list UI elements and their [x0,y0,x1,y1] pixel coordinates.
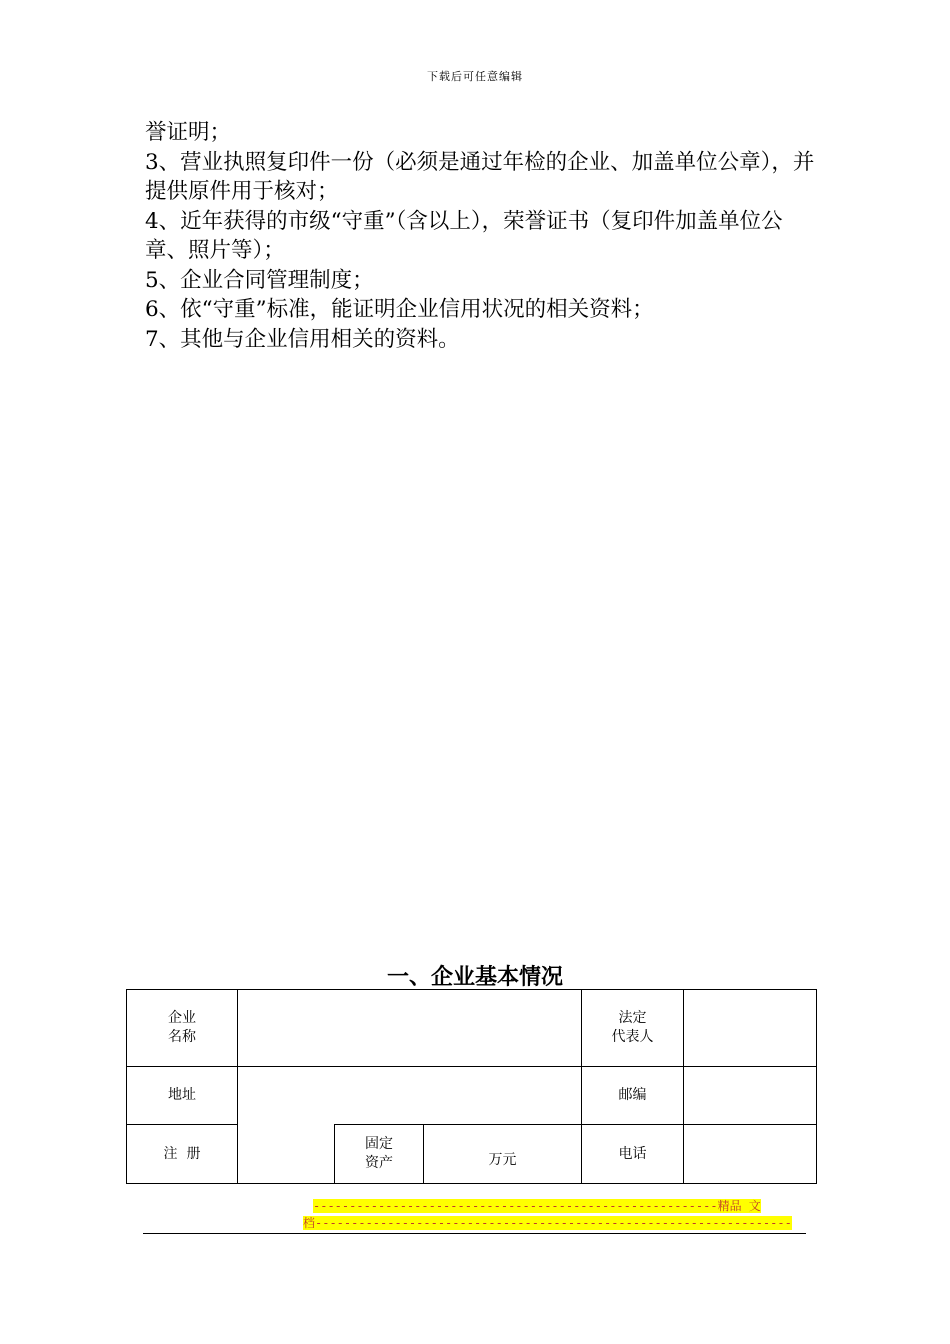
table-row [127,1125,817,1184]
registered-cell[interactable] [238,1125,335,1184]
postcode-cell[interactable] [684,1067,817,1125]
table-row [127,1067,817,1125]
footer-line-1: --------------------------------------------------------精品 文 [313,1199,761,1213]
paragraph-5: 7、其他与企业信用相关的资料。 [145,326,460,352]
address-label: 地址 [127,1067,238,1125]
paragraph-2: 4、近年获得的市级“守重”（含以上），荣誉证书（复印件加盖单位公章、照片等）； [145,208,783,263]
label-line: 代表人 [611,1029,654,1045]
fixed-assets-label [335,1125,424,1184]
company-name-label [127,990,238,1067]
company-name-cell[interactable] [238,990,582,1067]
paragraph-0: 誉证明； [145,120,232,145]
label-line: 企业 [168,1010,196,1026]
company-info-table [126,989,817,1184]
registered-label: 注 册 [127,1125,238,1184]
footer-line-2: 档------------------------------------------------------------------ [303,1216,792,1230]
section-title: 一、企业基本情况 [386,965,563,990]
footer-divider [143,1233,806,1234]
label-line: 法定 [618,1010,647,1026]
fixed-assets-cell[interactable]: 万元 [424,1125,582,1184]
address-cell[interactable] [238,1067,582,1125]
phone-label: 电话 [582,1125,684,1184]
legal-rep-cell[interactable] [684,990,817,1067]
legal-rep-label [582,990,684,1067]
requirements-list [145,118,815,354]
label-line: 资产 [365,1155,393,1171]
table-row [127,990,817,1067]
label-line: 名称 [168,1029,196,1045]
label-line: 固定 [365,1136,393,1152]
phone-cell[interactable] [684,1125,817,1184]
header-note: 下载后可任意编辑 [427,70,523,83]
paragraph-1: 3、营业执照复印件一份（必须是通过年检的企业、加盖单位公章），并提供原件用于核对； [145,149,815,204]
paragraph-4: 6、依“守重”标准，能证明企业信用状况的相关资料； [145,297,654,322]
postcode-label: 邮编 [582,1067,684,1125]
paragraph-3: 5、企业合同管理制度； [145,267,374,293]
